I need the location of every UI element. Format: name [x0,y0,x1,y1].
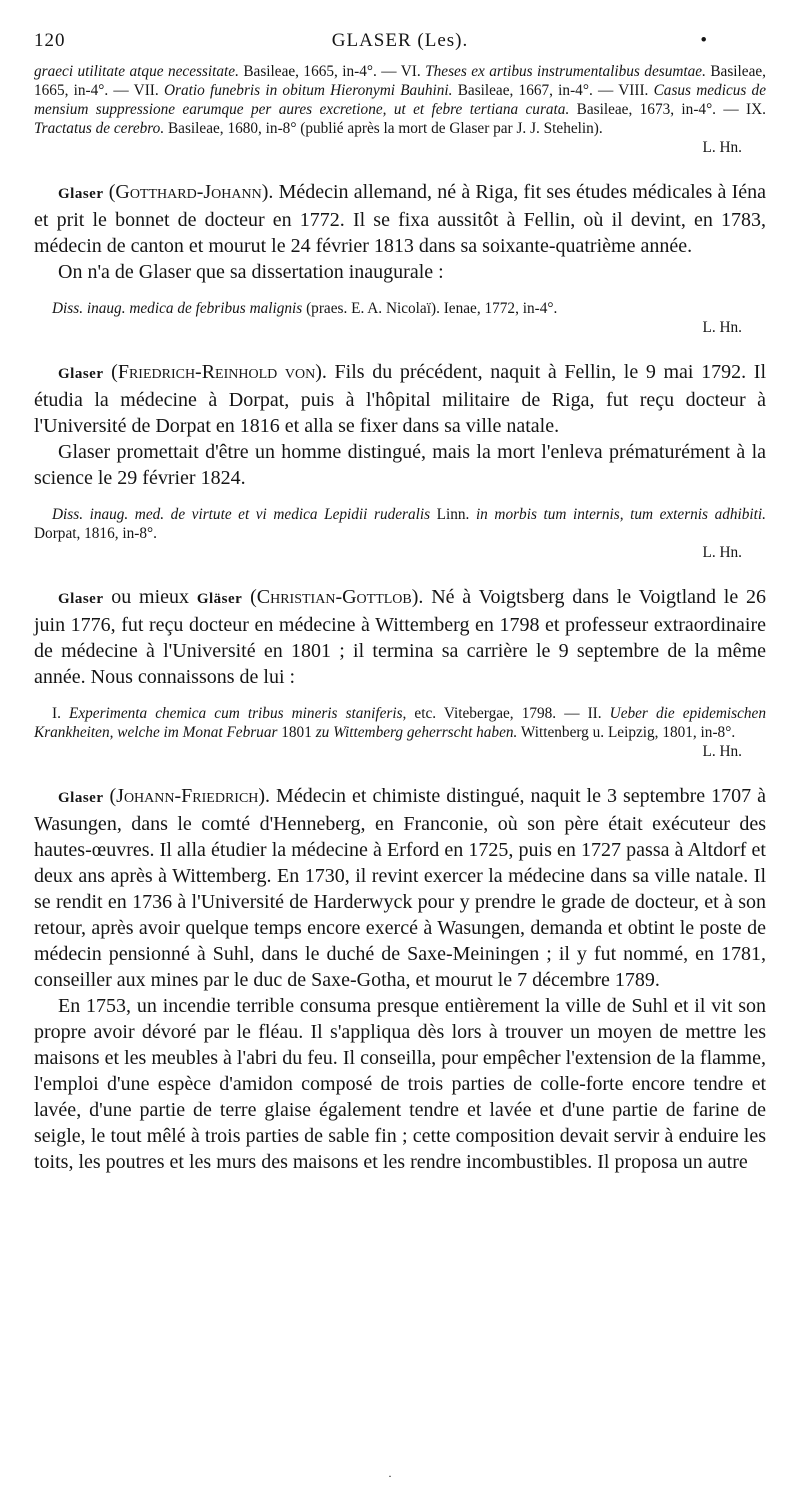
entry-bibliography [34,505,766,543]
work-title: Ueber die epidemischen Krankheiten, welche im Monat Februar [34,705,766,741]
work-details: 1801 [277,724,316,741]
work-title: Experimenta chemica cum tribus mineris staniferis, [69,705,407,722]
work-title: Diss. inaug. med. de virtute et vi medica Lepidii ruderalis [52,506,431,523]
work-title: Oratio funebris in obitum Hieronymi Bauhini. [163,82,453,99]
author-signature: L. Hn. [702,743,742,760]
work-title: Diss. inaug. medica de febribus malignis [52,300,303,317]
header-mark: • [700,30,708,51]
author-signature: L. Hn. [702,319,742,336]
entry-gotthard-johann [34,179,766,259]
entry-name: (Friedrich-Reinhold von). [111,361,327,383]
work-details: Wittenberg u. Leipzig, 1801, in-8°. [517,724,736,741]
work-title: Tractatus de cerebro. [34,120,165,137]
entry-paragraph: Glaser promettait d'être un homme distingué, mais la mort l'enleva prématurément à la science le 29 février 1824. [34,441,766,489]
running-header [34,26,766,56]
work-title: Theses ex artibus instrumentalibus desumtae. [425,63,706,80]
work-title: graeci utilitate atque necessitate. [34,63,239,80]
entry-name: (Christian-Gottlob). [250,586,424,608]
entry-headword: Glaser [58,591,104,607]
work-details: Basileae, 1665, in-4°. — VI. [238,63,426,80]
work-title: in morbis tum internis, tum externis adhibiti. [475,506,766,523]
running-title: GLASER (Les). [331,30,469,51]
entry-headword-variant: Gläser [196,591,243,607]
entry-name: (Johann-Friedrich). [109,785,271,807]
work-details: Linn. [430,506,476,523]
footer-mark: · [388,1469,392,1483]
author-signature: L. Hn. [702,139,742,156]
entry-paragraph: En 1753, un incendie terrible consuma presque entièrement la ville de Suhl et il vit son propre avoir dévoré par le fléau. Il s'appliqua dès lors à trouver un moyen de mettre les maisons et les meubles à l'abri du feu. Il conseilla, pour empêcher l'extension de la flamme, l'emploi d'une espèce d'amidon composé de trois parties de colle-forte encore tendre et lavée, d'une partie de terre glaise également tendre et lavée et d'une partie de farine de seigle, le tout mêlé à trois parties de sable fin ; cette composition devait servir à enduire les toits, les poutres et les murs des maisons et les rendre incombustibles. Il proposa un autre [34,995,766,1173]
work-details: Basileae, 1665, in-4°. — VII. [34,63,766,99]
work-details: Basileae, 1667, in-4°. — VIII. [452,82,654,99]
entry-connector: ou mieux [103,586,197,608]
entry-text: Médecin et chimiste distingué, naquit le 3 septembre 1707 à Wasungen, dans le comté d'Henneberg, en Franconie, où son père était exécuteur des hautes-œuvres. Il alla étudier la médecine à Erford en 1725, puis en 1727 passa à Altdorf et deux ans après à Wittemberg. En 1730, il revint exercer la médecine dans sa ville natale. Il se rendit en 1736 à l'Université de Harderwyck pour y prendre le grade de docteur, et à son retour, après avoir quelque temps encore exercé à Wasungen, demanda et obtint le poste de médecin pensionné à Suhl, dans le duché de Saxe-Meiningen ; il y fut nommé, en 1781, conseiller aux mines par le duc de Saxe-Gotha, et mourut le 7 décembre 1789. [34,785,766,991]
work-title: zu Wittemberg geherrscht haben. [315,724,518,741]
entry-bibliography [34,299,766,318]
entry-text: Fils du précédent, naquit à Fellin, le 9 mai 1792. Il étudia la médecine à Dorpat, puis à l'hôpital militaire de Riga, fut reçu docteur à l'Université de Dorpat en 1816 et alla se fixer dans sa ville natale. [34,361,767,437]
work-details: etc. Vitebergae, 1798. — II. [406,705,610,722]
work-details: I. [52,705,69,722]
entry-text: Médecin allemand, né à Riga, fit ses études médicales à Iéna et prit le bonnet de docteur en 1772. Il se fixa aussitôt à Fellin, où il devint, en 1783, médecin de canton et mourut le 24 février 1813 dans sa soixante-quatrième année. [34,181,766,257]
entry-christian-gottlob [34,584,766,690]
entry-paragraph: On n'a de Glaser que sa dissertation inaugurale : [58,261,444,283]
entry-text: Né à Voigtsberg dans le Voigtland le 26 juin 1776, fut reçu docteur en médecine à Wittemberg en 1798 et professeur extraordinaire de médecine à l'Université en 1801 ; il termina sa carrière le 9 septembre de la même année. Nous connaissons de lui : [34,586,766,688]
work-details: Dorpat, 1816, in-8°. [34,525,157,542]
entry-headword: Glaser [58,186,104,202]
entry-friedrich-reinhold [34,359,766,439]
work-details: Basileae, 1673, in-4°. — IX. [569,101,766,118]
page-number: 120 [34,30,66,51]
author-signature: L. Hn. [702,544,742,561]
entry-bibliography [34,704,766,742]
work-title: Casus medicus de mensium suppressione earumque per aures excretione, ut et febre tertiana curata. [34,82,766,118]
bibliography-continued [34,62,766,138]
work-details: (praes. E. A. Nicolaï). Ienae, 1772, in-4°. [302,300,558,317]
entry-headword: Glaser [58,790,104,806]
entry-name: (Gotthard-Johann). [108,181,274,203]
work-details: Basileae, 1680, in-8° (publié après la mort de Glaser par J. J. Stehelin). [164,120,603,137]
entry-johann-friedrich [34,783,766,993]
entry-headword: Glaser [58,366,104,382]
